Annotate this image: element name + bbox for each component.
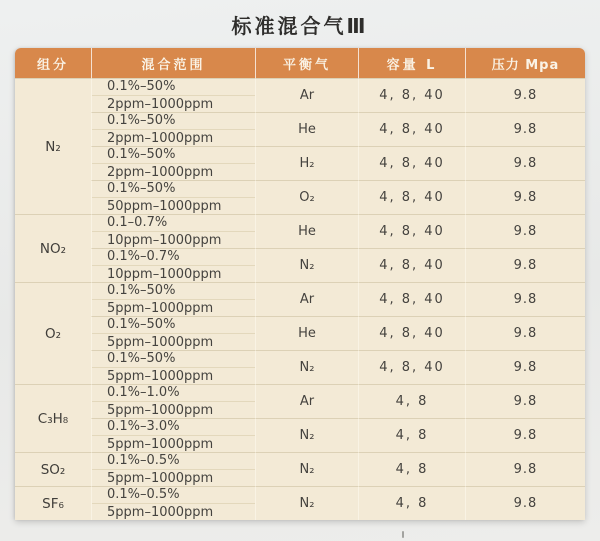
range-percent: 0.1%–50% xyxy=(107,317,176,332)
range-ppm: 5ppm–1000ppm xyxy=(92,469,255,487)
balance-gas-cell: Ar xyxy=(255,384,358,418)
capacity-cell: 4, 8 xyxy=(358,486,465,520)
range-ppm: 50ppm–1000ppm xyxy=(92,197,255,215)
pressure-cell: 9.8 xyxy=(465,316,585,350)
range-percent: 0.1%–50% xyxy=(107,79,176,94)
mixing-range-cell xyxy=(91,418,255,452)
capacity-cell: 4, 8, 40 xyxy=(358,146,465,180)
header-capacity: 容量 L xyxy=(358,48,465,78)
component-cell: C₃H₈ xyxy=(15,384,91,452)
mixing-range-cell xyxy=(91,316,255,350)
range-ppm: 10ppm–1000ppm xyxy=(92,231,255,249)
range-ppm: 2ppm–1000ppm xyxy=(92,95,255,113)
range-percent: 0.1%–3.0% xyxy=(107,419,180,434)
header-balance-gas: 平衡气 xyxy=(255,48,358,78)
range-percent: 0.1%–50% xyxy=(107,181,176,196)
balance-gas-cell: He xyxy=(255,316,358,350)
range-percent: 0.1%–1.0% xyxy=(107,385,180,400)
mixing-range-cell xyxy=(91,146,255,180)
range-ppm: 5ppm–1000ppm xyxy=(92,333,255,351)
range-ppm: 5ppm–1000ppm xyxy=(92,435,255,453)
pressure-cell: 9.8 xyxy=(465,418,585,452)
mixing-range-cell xyxy=(91,248,255,282)
balance-gas-cell: H₂ xyxy=(255,146,358,180)
capacity-cell: 4, 8, 40 xyxy=(358,316,465,350)
capacity-cell: 4, 8, 40 xyxy=(358,282,465,316)
range-percent: 0.1%–0.5% xyxy=(107,487,180,502)
capacity-cell: 4, 8 xyxy=(358,384,465,418)
balance-gas-cell: N₂ xyxy=(255,418,358,452)
capacity-cell: 4, 8 xyxy=(358,452,465,486)
capacity-cell: 4, 8 xyxy=(358,418,465,452)
balance-gas-cell: Ar xyxy=(255,282,358,316)
range-percent: 0.1%–50% xyxy=(107,283,176,298)
balance-gas-cell: He xyxy=(255,112,358,146)
pressure-cell: 9.8 xyxy=(465,452,585,486)
mixing-range-cell xyxy=(91,214,255,248)
mixing-range-cell xyxy=(91,350,255,384)
pressure-cell: 9.8 xyxy=(465,486,585,520)
pressure-cell: 9.8 xyxy=(465,282,585,316)
mixing-range-cell xyxy=(91,486,255,520)
component-cell: NO₂ xyxy=(15,214,91,282)
photo-artifact-mark xyxy=(402,531,404,538)
component-cell: SF₆ xyxy=(15,486,91,520)
mixing-range-cell xyxy=(91,384,255,418)
capacity-cell: 4, 8, 40 xyxy=(358,78,465,112)
component-cell: SO₂ xyxy=(15,452,91,486)
header-mixing-range: 混合范围 xyxy=(91,48,255,78)
capacity-cell: 4, 8, 40 xyxy=(358,180,465,214)
range-ppm: 5ppm–1000ppm xyxy=(92,503,255,521)
range-percent: 0.1%–50% xyxy=(107,351,176,366)
mixing-range-cell xyxy=(91,112,255,146)
pressure-cell: 9.8 xyxy=(465,78,585,112)
range-ppm: 5ppm–1000ppm xyxy=(92,299,255,317)
capacity-cell: 4, 8, 40 xyxy=(358,214,465,248)
mixing-range-cell xyxy=(91,78,255,112)
balance-gas-cell: N₂ xyxy=(255,350,358,384)
header-pressure: 压力 Mpa xyxy=(465,48,585,78)
capacity-cell: 4, 8, 40 xyxy=(358,112,465,146)
range-ppm: 10ppm–1000ppm xyxy=(92,265,255,283)
range-percent: 0.1–0.7% xyxy=(107,215,168,230)
gas-table xyxy=(15,48,585,520)
component-cell: O₂ xyxy=(15,282,91,384)
balance-gas-cell: Ar xyxy=(255,78,358,112)
mixing-range-cell xyxy=(91,452,255,486)
range-percent: 0.1%–0.5% xyxy=(107,453,180,468)
balance-gas-cell: N₂ xyxy=(255,486,358,520)
pressure-cell: 9.8 xyxy=(465,214,585,248)
range-ppm: 5ppm–1000ppm xyxy=(92,401,255,419)
balance-gas-cell: N₂ xyxy=(255,248,358,282)
range-ppm: 2ppm–1000ppm xyxy=(92,129,255,147)
pressure-cell: 9.8 xyxy=(465,384,585,418)
capacity-cell: 4, 8, 40 xyxy=(358,350,465,384)
range-percent: 0.1%–50% xyxy=(107,113,176,128)
balance-gas-cell: N₂ xyxy=(255,452,358,486)
header-component: 组分 xyxy=(15,48,91,78)
mixing-range-cell xyxy=(91,282,255,316)
capacity-cell: 4, 8, 40 xyxy=(358,248,465,282)
pressure-cell: 9.8 xyxy=(465,248,585,282)
range-ppm: 5ppm–1000ppm xyxy=(92,367,255,385)
range-percent: 0.1%–0.7% xyxy=(107,249,180,264)
mixing-range-cell xyxy=(91,180,255,214)
pressure-cell: 9.8 xyxy=(465,112,585,146)
balance-gas-cell: O₂ xyxy=(255,180,358,214)
balance-gas-cell: He xyxy=(255,214,358,248)
page-title: 标准混合气Ⅲ xyxy=(231,14,369,38)
pressure-cell: 9.8 xyxy=(465,180,585,214)
range-percent: 0.1%–50% xyxy=(107,147,176,162)
range-ppm: 2ppm–1000ppm xyxy=(92,163,255,181)
pressure-cell: 9.8 xyxy=(465,146,585,180)
pressure-cell: 9.8 xyxy=(465,350,585,384)
component-cell: N₂ xyxy=(15,78,91,214)
